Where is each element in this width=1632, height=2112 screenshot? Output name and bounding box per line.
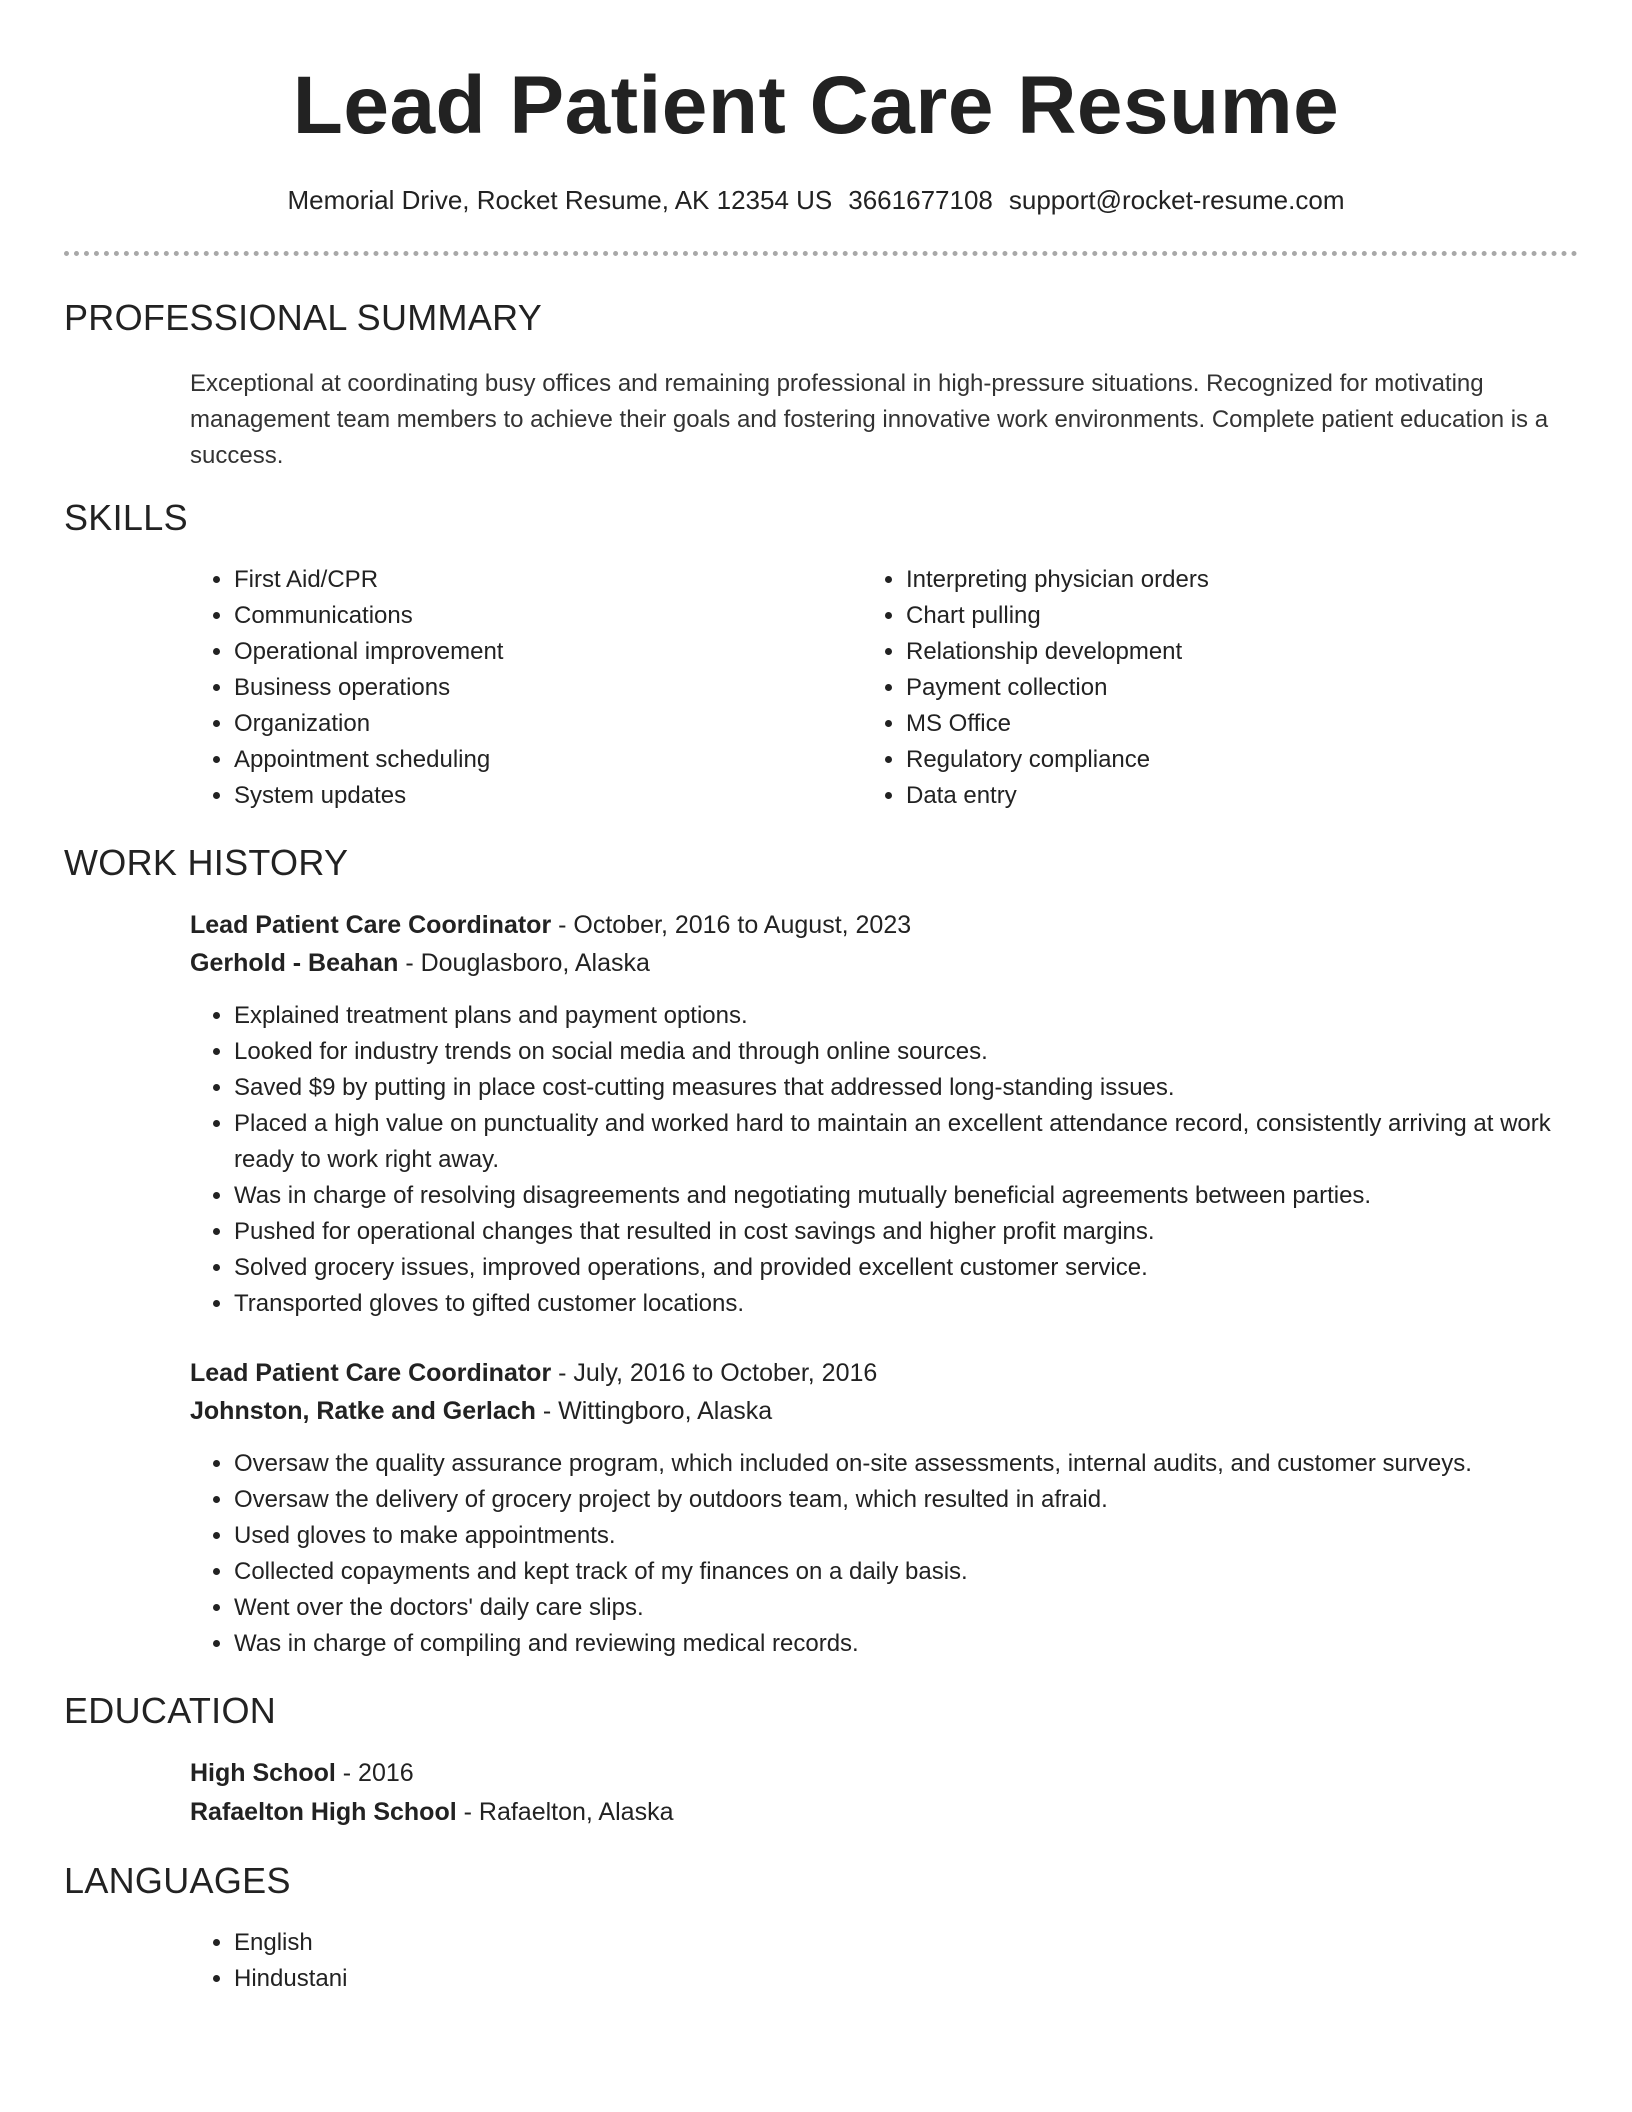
contact-line xyxy=(0,180,1632,220)
header-divider xyxy=(64,251,1578,256)
job-2-company-line xyxy=(190,1392,772,1430)
job-bullet: • Saved $9 by putting in place cost-cutting measures that addressed long-standing issues. xyxy=(234,1070,1614,1106)
job-2-bullets xyxy=(190,1446,1614,1662)
skills-list-left xyxy=(190,562,854,814)
section-title-education: EDUCATION xyxy=(64,1690,277,1731)
skill-item: • System updates xyxy=(234,778,854,814)
skill-item: • Relationship development xyxy=(906,634,1606,670)
skill-item: • MS Office xyxy=(906,706,1606,742)
contact-phone: 3661677108 xyxy=(848,185,993,215)
skill-item: • Data entry xyxy=(906,778,1606,814)
education-school: Rafaelton High School xyxy=(190,1798,457,1826)
education-school-line xyxy=(190,1793,673,1831)
education-location: - Rafaelton, Alaska xyxy=(456,1798,674,1826)
skill-item: • Chart pulling xyxy=(906,598,1606,634)
job-2-dates: - July, 2016 to October, 2016 xyxy=(551,1359,878,1387)
education-degree: High School xyxy=(190,1759,336,1787)
job-bullet: • Pushed for operational changes that resulted in cost savings and higher profit margins. xyxy=(234,1214,1614,1250)
job-1-role: Lead Patient Care Coordinator xyxy=(190,911,552,939)
job-bullet: • Explained treatment plans and payment options. xyxy=(234,998,1614,1034)
job-bullet: • Collected copayments and kept track of my finances on a daily basis. xyxy=(234,1554,1614,1590)
job-2-role: Lead Patient Care Coordinator xyxy=(190,1359,552,1387)
job-bullet: • Transported gloves to gifted customer locations. xyxy=(234,1286,1614,1322)
section-title-work: WORK HISTORY xyxy=(64,842,349,883)
contact-email: support@rocket-resume.com xyxy=(1008,185,1345,215)
skills-list-right xyxy=(862,562,1606,814)
skill-item: • Operational improvement xyxy=(234,634,854,670)
job-bullet: • Was in charge of compiling and reviewing medical records. xyxy=(234,1626,1614,1662)
job-1-company-line xyxy=(190,944,650,982)
job-1-location: - Douglasboro, Alaska xyxy=(398,949,650,977)
contact-address: Memorial Drive, Rocket Resume, AK 12354 US xyxy=(287,185,833,215)
resume-title: Lead Patient Care Resume xyxy=(292,60,1340,151)
job-bullet: • Solved grocery issues, improved operations, and provided excellent customer service. xyxy=(234,1250,1614,1286)
skill-item: • Regulatory compliance xyxy=(906,742,1606,778)
job-bullet: • Looked for industry trends on social media and through online sources. xyxy=(234,1034,1614,1070)
skill-item: • Interpreting physician orders xyxy=(906,562,1606,598)
language-item: • English xyxy=(234,1925,834,1961)
job-1-bullets xyxy=(190,998,1614,1322)
job-2-title-line xyxy=(190,1354,877,1392)
job-2-company: Johnston, Ratke and Gerlach xyxy=(190,1397,536,1425)
job-bullet: • Went over the doctors' daily care slips. xyxy=(234,1590,1614,1626)
job-bullet: • Oversaw the quality assurance program, which included on-site assessments, internal audits, and customer surveys. xyxy=(234,1446,1614,1482)
languages-list xyxy=(190,1925,834,1997)
job-bullet: • Placed a high value on punctuality and worked hard to maintain an excellent attendance record, consistently arriving at work ready to work right away. xyxy=(234,1106,1614,1178)
job-2-location: - Wittingboro, Alaska xyxy=(535,1397,773,1425)
skill-item: • Payment collection xyxy=(906,670,1606,706)
skill-item: • Business operations xyxy=(234,670,854,706)
education-year: - 2016 xyxy=(335,1759,414,1787)
skill-item: • Appointment scheduling xyxy=(234,742,854,778)
job-1-dates: - October, 2016 to August, 2023 xyxy=(551,911,912,939)
section-title-summary: PROFESSIONAL SUMMARY xyxy=(64,297,543,338)
job-bullet: • Was in charge of resolving disagreements and negotiating mutually beneficial agreements between parties. xyxy=(234,1178,1614,1214)
skill-item: • Communications xyxy=(234,598,854,634)
language-item: • Hindustani xyxy=(234,1961,834,1997)
skill-item: • Organization xyxy=(234,706,854,742)
skill-item: • First Aid/CPR xyxy=(234,562,854,598)
job-1-company: Gerhold - Beahan xyxy=(190,949,399,977)
education-degree-line xyxy=(190,1754,414,1792)
section-title-languages: LANGUAGES xyxy=(64,1860,291,1901)
job-bullet: • Used gloves to make appointments. xyxy=(234,1518,1614,1554)
job-1-title-line xyxy=(190,906,911,944)
section-title-skills: SKILLS xyxy=(64,497,188,538)
summary-text: Exceptional at coordinating busy offices and remaining professional in high-pressure situations. Recognized for motivating management team members to achieve their goals and fostering innovative work environments. Complete patient education is a success. xyxy=(190,370,1549,469)
job-bullet: • Oversaw the delivery of grocery project by outdoors team, which resulted in afraid. xyxy=(234,1482,1614,1518)
